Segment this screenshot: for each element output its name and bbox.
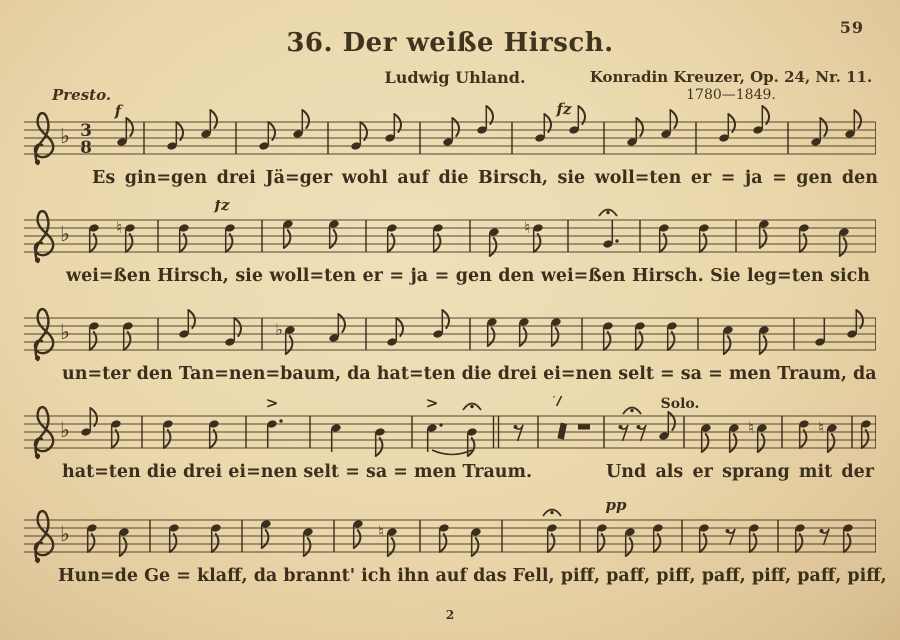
- song-title: 36. Der weiße Hirsch.: [286, 28, 614, 58]
- accent-mark: >: [425, 396, 439, 412]
- lyric-segment: Es gin=gen drei Jä=ger wohl auf die Birsch, sie woll=ten er = ja = gen den: [92, 168, 878, 188]
- music-system-2: [24, 200, 876, 272]
- treble-clef-icon: [35, 511, 53, 562]
- staff-svg: [24, 396, 876, 468]
- lyric-segment: hat=ten die drei ei=nen selt = sa = men Traum.: [62, 462, 533, 482]
- natural-accidental: ♮: [378, 522, 384, 541]
- natural-accidental: ♮: [818, 418, 824, 437]
- page-number: 59: [839, 18, 864, 37]
- composer-block: [588, 68, 874, 103]
- treble-clef-icon: [35, 113, 53, 164]
- staff-svg: [24, 500, 876, 572]
- big-rest-numeral: 7: [552, 396, 564, 411]
- key-signature-flat: ♭: [60, 124, 70, 148]
- music-system-1: [24, 102, 876, 174]
- accent-mark: >: [265, 396, 279, 412]
- composer-dates: 1780—1849.: [686, 87, 776, 103]
- time-signature-numerator: 3: [80, 121, 92, 141]
- key-signature-flat: ♭: [60, 320, 70, 344]
- time-signature-denominator: 8: [80, 138, 92, 158]
- key-signature-flat: ♭: [60, 222, 70, 246]
- lyricist-credit: Ludwig Uhland.: [384, 68, 526, 87]
- footer-page-mark: 2: [445, 608, 455, 622]
- lyric-segment: Und als er sprang mit der: [606, 462, 874, 482]
- solo-marking: Solo.: [660, 396, 700, 412]
- key-signature-flat: ♭: [60, 418, 70, 442]
- treble-clef-icon: [35, 407, 53, 458]
- natural-accidental: ♮: [524, 218, 530, 237]
- natural-accidental: ♮: [116, 218, 122, 237]
- composer-credit: Konradin Kreuzer, Op. 24, Nr. 11.: [589, 68, 873, 86]
- dynamic-marking: f: [114, 102, 122, 120]
- staff-svg: [24, 298, 876, 370]
- dynamic-marking: pp: [605, 500, 627, 514]
- treble-clef-icon: [35, 211, 53, 262]
- key-signature-flat: ♭: [60, 522, 70, 546]
- tempo-marking: Presto.: [52, 86, 112, 104]
- lyric-segment: un=ter den Tan=nen=baum, da hat=ten die drei ei=nen selt = sa = men Traum, da: [62, 364, 877, 384]
- staff-svg: [24, 200, 876, 272]
- staff-svg: [24, 102, 876, 174]
- lyric-segment: wei=ßen Hirsch, sie woll=ten er = ja = gen den wei=ßen Hirsch. Sie leg=ten sich: [66, 266, 870, 286]
- dynamic-marking: fz: [214, 200, 230, 214]
- treble-clef-icon: [35, 309, 53, 360]
- lyric-segment: Hun=de Ge = klaff, da brannt' ich ihn auf das Fell, piff, paff, piff, paff, piff, paff, piff,: [58, 566, 887, 586]
- flat-accidental: ♭: [275, 320, 283, 339]
- music-system-4: [24, 396, 876, 468]
- music-system-5: [24, 500, 876, 572]
- music-system-3: [24, 298, 876, 370]
- dynamic-marking: fz: [556, 102, 572, 118]
- natural-accidental: ♮: [748, 418, 754, 437]
